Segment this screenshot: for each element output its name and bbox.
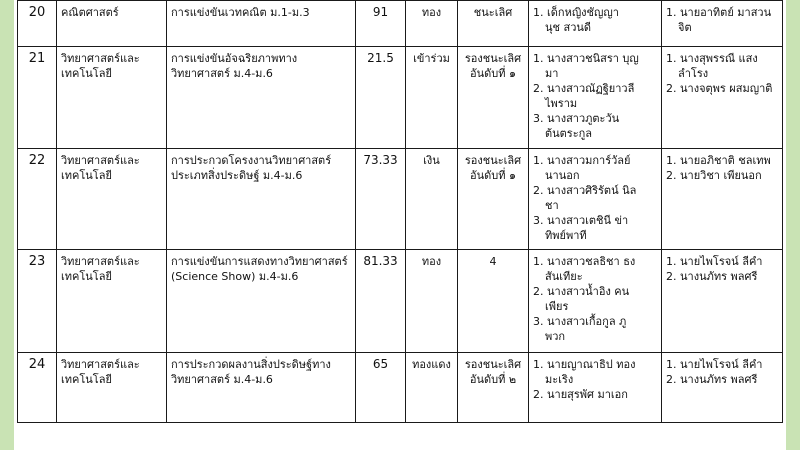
- subject-cell: [57, 47, 167, 149]
- row-number-cell: [18, 149, 57, 250]
- activity-cell-text: การแข่งขันเวทคณิต ม.1-ม.3: [171, 6, 310, 19]
- teachers-item: [666, 168, 778, 183]
- item-name-line1: นางจตุพร ผสมญาติ: [680, 82, 773, 95]
- score-cell-text: 73.33: [363, 153, 398, 167]
- item-number: 1.: [666, 255, 677, 268]
- score-cell: [356, 353, 406, 423]
- teachers-cell: [662, 250, 783, 353]
- item-number: 1.: [666, 6, 677, 19]
- teachers-item: [666, 51, 778, 81]
- students-cell: [529, 149, 662, 250]
- score-cell: [356, 1, 406, 47]
- result-cell-text: 4: [489, 255, 497, 268]
- result-cell: [458, 149, 529, 250]
- item-name-line1: นายญาณาธิป ทอง: [547, 358, 636, 371]
- score-cell-text: 81.33: [363, 254, 398, 268]
- item-name-line1: นางสุพรรณี แสง: [680, 52, 758, 65]
- item-number: 1.: [533, 358, 544, 371]
- activity-cell: [167, 149, 356, 250]
- students-cell: [529, 250, 662, 353]
- item-name-line1: นางสาวณัฏฐิยาวลี: [547, 82, 635, 95]
- item-name-line2: ไพราม: [545, 97, 578, 110]
- students-cell: [529, 353, 662, 423]
- subject-cell-text: วิทยาศาสตร์และเทคโนโลยี: [61, 255, 140, 283]
- results-table: [17, 0, 783, 423]
- item-name-line2: ทิพย์พาที: [545, 229, 587, 242]
- table-row: [18, 149, 783, 250]
- result-cell: [458, 47, 529, 149]
- subject-cell: [57, 149, 167, 250]
- table-row: [18, 353, 783, 423]
- table-row: [18, 250, 783, 353]
- item-name-line2: มะเริง: [545, 373, 574, 386]
- item-number: 1.: [533, 255, 544, 268]
- teachers-item: [666, 153, 778, 168]
- activity-cell-text: การแข่งขันการแสดงทางวิทยาศาสตร์ (Science Show) ม.4-ม.6: [171, 255, 348, 283]
- students-cell: [529, 47, 662, 149]
- row-number-cell-text: 21: [28, 51, 46, 66]
- subject-cell-text: วิทยาศาสตร์และเทคโนโลยี: [61, 358, 140, 386]
- result-cell: [458, 353, 529, 423]
- students-item: [533, 51, 657, 81]
- item-number: 2.: [533, 184, 544, 197]
- students-item: [533, 284, 657, 314]
- students-item: [533, 357, 657, 387]
- row-number-cell-text: 22: [28, 153, 46, 168]
- item-name-line1: นางสาวเกื้อกูล ภู: [547, 315, 627, 328]
- result-cell: [458, 250, 529, 353]
- medal-cell: [406, 250, 458, 353]
- teachers-item: [666, 81, 778, 96]
- students-item: [533, 153, 657, 183]
- item-name-line2: นานอก: [545, 169, 580, 182]
- score-cell: [356, 47, 406, 149]
- item-name-line1: นางสาวมการ์วัลย์: [547, 154, 631, 167]
- item-number: 1.: [533, 52, 544, 65]
- item-name-line1: นางสาวศิริรัตน์ นิล: [547, 184, 637, 197]
- medal-cell-text: ทอง: [421, 6, 442, 19]
- teachers-cell: [662, 353, 783, 423]
- item-name-line1: นางนภัทร พลศรี: [680, 373, 758, 386]
- document-page: [14, 0, 786, 450]
- result-cell-text: รองชนะเลิศอันดับที่ ๒: [464, 358, 522, 386]
- teachers-item: [666, 269, 778, 284]
- teachers-cell: [662, 47, 783, 149]
- item-name-line1: นางสาวเตชินี ข่า: [547, 214, 629, 227]
- table-row: [18, 47, 783, 149]
- subject-cell-text: วิทยาศาสตร์และเทคโนโลยี: [61, 154, 140, 182]
- medal-cell-text: ทองแดง: [412, 358, 451, 371]
- item-name-line2: สันเทียะ: [545, 270, 583, 283]
- item-number: 3.: [533, 214, 544, 227]
- item-name-line2: นุช สวนดี: [545, 21, 592, 34]
- subject-cell-text: คณิตศาสตร์: [61, 6, 119, 19]
- item-name-line1: นายไพโรจน์ ลีคำ: [680, 358, 763, 371]
- students-item: [533, 254, 657, 284]
- row-number-cell: [18, 47, 57, 149]
- teachers-item: [666, 5, 778, 35]
- subject-cell-text: วิทยาศาสตร์และเทคโนโลยี: [61, 52, 140, 80]
- result-cell-text: รองชนะเลิศอันดับที่ ๑: [464, 52, 522, 80]
- students-item: [533, 314, 657, 344]
- students-item: [533, 387, 657, 402]
- result-cell-text: ชนะเลิศ: [473, 6, 513, 19]
- students-cell: [529, 1, 662, 47]
- item-name-line2: ชา: [545, 199, 559, 212]
- item-name-line1: นางสาวชลธิชา ธง: [547, 255, 636, 268]
- activity-cell: [167, 47, 356, 149]
- item-number: 2.: [666, 82, 677, 95]
- item-name-line2: จิต: [678, 21, 692, 34]
- item-number: 1.: [533, 154, 544, 167]
- subject-cell: [57, 1, 167, 47]
- item-name-line1: นางสาวชนิสรา บุญ: [547, 52, 639, 65]
- subject-cell: [57, 250, 167, 353]
- students-item: [533, 213, 657, 243]
- score-cell-text: 91: [372, 5, 389, 19]
- activity-cell: [167, 250, 356, 353]
- medal-cell: [406, 353, 458, 423]
- medal-cell-text: เข้าร่วม: [413, 52, 450, 65]
- item-name-line1: นายวิชา เพียนอก: [680, 169, 762, 182]
- item-name-line2: ลำโรง: [678, 67, 709, 80]
- row-number-cell-text: 23: [28, 254, 46, 269]
- activity-cell: [167, 1, 356, 47]
- score-cell: [356, 250, 406, 353]
- item-number: 1.: [666, 358, 677, 371]
- row-number-cell: [18, 353, 57, 423]
- item-number: 2.: [533, 388, 544, 401]
- activity-cell-text: การประกวดโครงงานวิทยาศาสตร์ ประเภทสิ่งประดิษฐ์ ม.4-ม.6: [171, 154, 332, 182]
- teachers-cell: [662, 149, 783, 250]
- teachers-item: [666, 372, 778, 387]
- medal-cell: [406, 149, 458, 250]
- medal-cell: [406, 47, 458, 149]
- item-name-line1: นายอภิชาติ ชลเทพ: [680, 154, 771, 167]
- subject-cell: [57, 353, 167, 423]
- activity-cell-text: การแข่งขันอัจฉริยภาพทางวิทยาศาสตร์ ม.4-ม.6: [171, 52, 298, 80]
- item-number: 2.: [533, 82, 544, 95]
- activity-cell-text: การประกวดผลงานสิ่งประดิษฐ์ทางวิทยาศาสตร์ ม.4-ม.6: [171, 358, 331, 386]
- score-cell: [356, 149, 406, 250]
- activity-cell: [167, 353, 356, 423]
- item-number: 2.: [666, 270, 677, 283]
- item-number: 2.: [666, 373, 677, 386]
- result-cell: [458, 1, 529, 47]
- item-name-line2: มา: [545, 67, 559, 80]
- teachers-item: [666, 254, 778, 269]
- item-number: 3.: [533, 112, 544, 125]
- item-name-line1: นางสาวน้ำอิง คน: [547, 285, 630, 298]
- item-name-line1: นายอาทิตย์ มาสวน: [680, 6, 772, 19]
- score-cell-text: 65: [372, 357, 389, 371]
- table-row: [18, 1, 783, 47]
- row-number-cell-text: 24: [28, 357, 46, 372]
- row-number-cell: [18, 1, 57, 47]
- item-name-line1: นายสุรพัศ มาเอก: [547, 388, 628, 401]
- students-item: [533, 81, 657, 111]
- item-name-line2: เพียร: [545, 300, 569, 313]
- score-cell-text: 21.5: [367, 51, 394, 65]
- students-item: [533, 111, 657, 141]
- item-number: 3.: [533, 315, 544, 328]
- teachers-cell: [662, 1, 783, 47]
- item-name-line2: พวก: [545, 330, 566, 343]
- item-number: 2.: [666, 169, 677, 182]
- students-item: [533, 183, 657, 213]
- item-number: 1.: [666, 52, 677, 65]
- row-number-cell-text: 20: [28, 5, 46, 20]
- item-name-line2: ต้นตระกูล: [545, 127, 593, 140]
- item-number: 1.: [533, 6, 544, 19]
- students-item: [533, 5, 657, 35]
- item-name-line1: เด็กหญิงชัญญา: [547, 6, 619, 19]
- row-number-cell: [18, 250, 57, 353]
- item-number: 1.: [666, 154, 677, 167]
- result-cell-text: รองชนะเลิศอันดับที่ ๑: [464, 154, 522, 182]
- medal-cell-text: เงิน: [423, 154, 440, 167]
- medal-cell-text: ทอง: [421, 255, 442, 268]
- item-number: 2.: [533, 285, 544, 298]
- teachers-item: [666, 357, 778, 372]
- item-name-line1: นางสาวภูตะวัน: [547, 112, 620, 125]
- medal-cell: [406, 1, 458, 47]
- item-name-line1: นางนภัทร พลศรี: [680, 270, 758, 283]
- item-name-line1: นายไพโรจน์ ลีคำ: [680, 255, 763, 268]
